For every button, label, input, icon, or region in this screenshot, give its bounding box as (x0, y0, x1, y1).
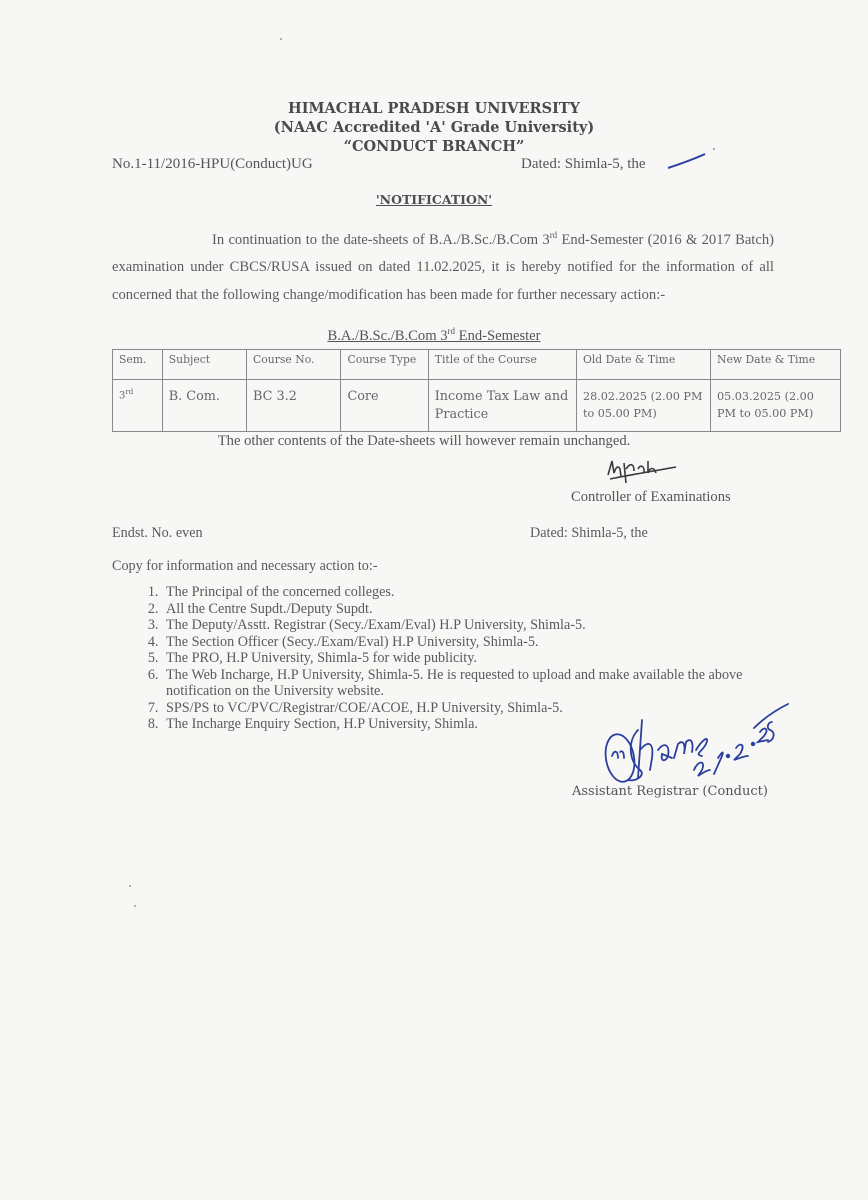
header-new-date: New Date & Time (711, 350, 841, 380)
scan-speck (280, 38, 282, 40)
reference-number: No.1-11/2016-HPU(Conduct)UG (112, 156, 313, 172)
pen-stroke-mark (660, 142, 720, 172)
copy-intro: Copy for information and necessary action to:- (112, 558, 378, 574)
assistant-registrar-designation: Assistant Registrar (Conduct) (572, 784, 768, 799)
dated-line: Dated: Shimla-5, the (521, 156, 646, 172)
notification-body: In continuation to the date-sheets of B.A./B.Sc./B.Com 3rd End-Semester (2016 & 2017 Batch) examination under CBCS/RUSA issued on dated 11.02.2025, it is hereby notified for the information of all concerned that the following change/modification has been made for further necessary action:- (112, 230, 774, 303)
list-item: 6. The Web Incharge, H.P University, Shimla-5. He is requested to upload and make available the above notification on the University website. (162, 667, 802, 700)
table-row (113, 380, 841, 432)
list-item: 2. All the Centre Supdt./Deputy Supdt. (162, 601, 802, 618)
cell-subject: B. Com. (162, 380, 246, 432)
unchanged-note: The other contents of the Date-sheets will however remain unchanged. (217, 433, 631, 449)
list-item: 7. SPS/PS to VC/PVC/Registrar/COE/ACOE, H.P University, Shimla-5. (162, 700, 802, 717)
cell-course-no: BC 3.2 (247, 380, 341, 432)
list-item: 4. The Section Officer (Secy./Exam/Eval) H.P University, Shimla-5. (162, 634, 802, 651)
controller-signature (604, 455, 684, 490)
header-subject: Subject (162, 350, 246, 380)
branch-name: “CONDUCT BRANCH” (343, 138, 525, 155)
cell-new-date: 05.03.2025 (2.00 PM to 05.00 PM) (711, 380, 841, 432)
table-subheading: B.A./B.Sc./B.Com 3rd End-Semester (327, 326, 541, 344)
endorsement-dated: Dated: Shimla-5, the (530, 525, 648, 541)
list-item: 5. The PRO, H.P University, Shimla-5 for wide publicity. (162, 650, 802, 667)
list-item: 3. The Deputy/Asstt. Registrar (Secy./Exam/Eval) H.P University, Shimla-5. (162, 617, 802, 634)
cell-old-date: 28.02.2025 (2.00 PM to 05.00 PM) (576, 380, 710, 432)
scan-speck (129, 885, 131, 887)
cell-sem: 3rd (113, 380, 163, 432)
notification-title: 'NOTIFICATION' (375, 192, 493, 207)
header-sem: Sem. (113, 350, 163, 380)
list-item: 8. The Incharge Enquiry Section, H.P University, Shimla. (162, 716, 802, 733)
header-course-no: Course No. (247, 350, 341, 380)
table-header-row (113, 350, 841, 380)
list-item: 1. The Principal of the concerned colleges. (162, 584, 802, 601)
scan-speck (134, 905, 136, 907)
assistant-registrar-signature (598, 700, 798, 790)
cell-course-title: Income Tax Law and Practice (428, 380, 576, 432)
datesheet-change-table (112, 349, 841, 432)
university-name: HIMACHAL PRADESH UNIVERSITY (288, 100, 580, 117)
header-course-title: Title of the Course (428, 350, 576, 380)
header-course-type: Course Type (341, 350, 428, 380)
endorsement-number: Endst. No. even (112, 525, 203, 541)
accreditation-line: (NAAC Accredited 'A' Grade University) (273, 119, 595, 136)
controller-designation: Controller of Examinations (571, 489, 731, 505)
header-old-date: Old Date & Time (576, 350, 710, 380)
cell-course-type: Core (341, 380, 428, 432)
